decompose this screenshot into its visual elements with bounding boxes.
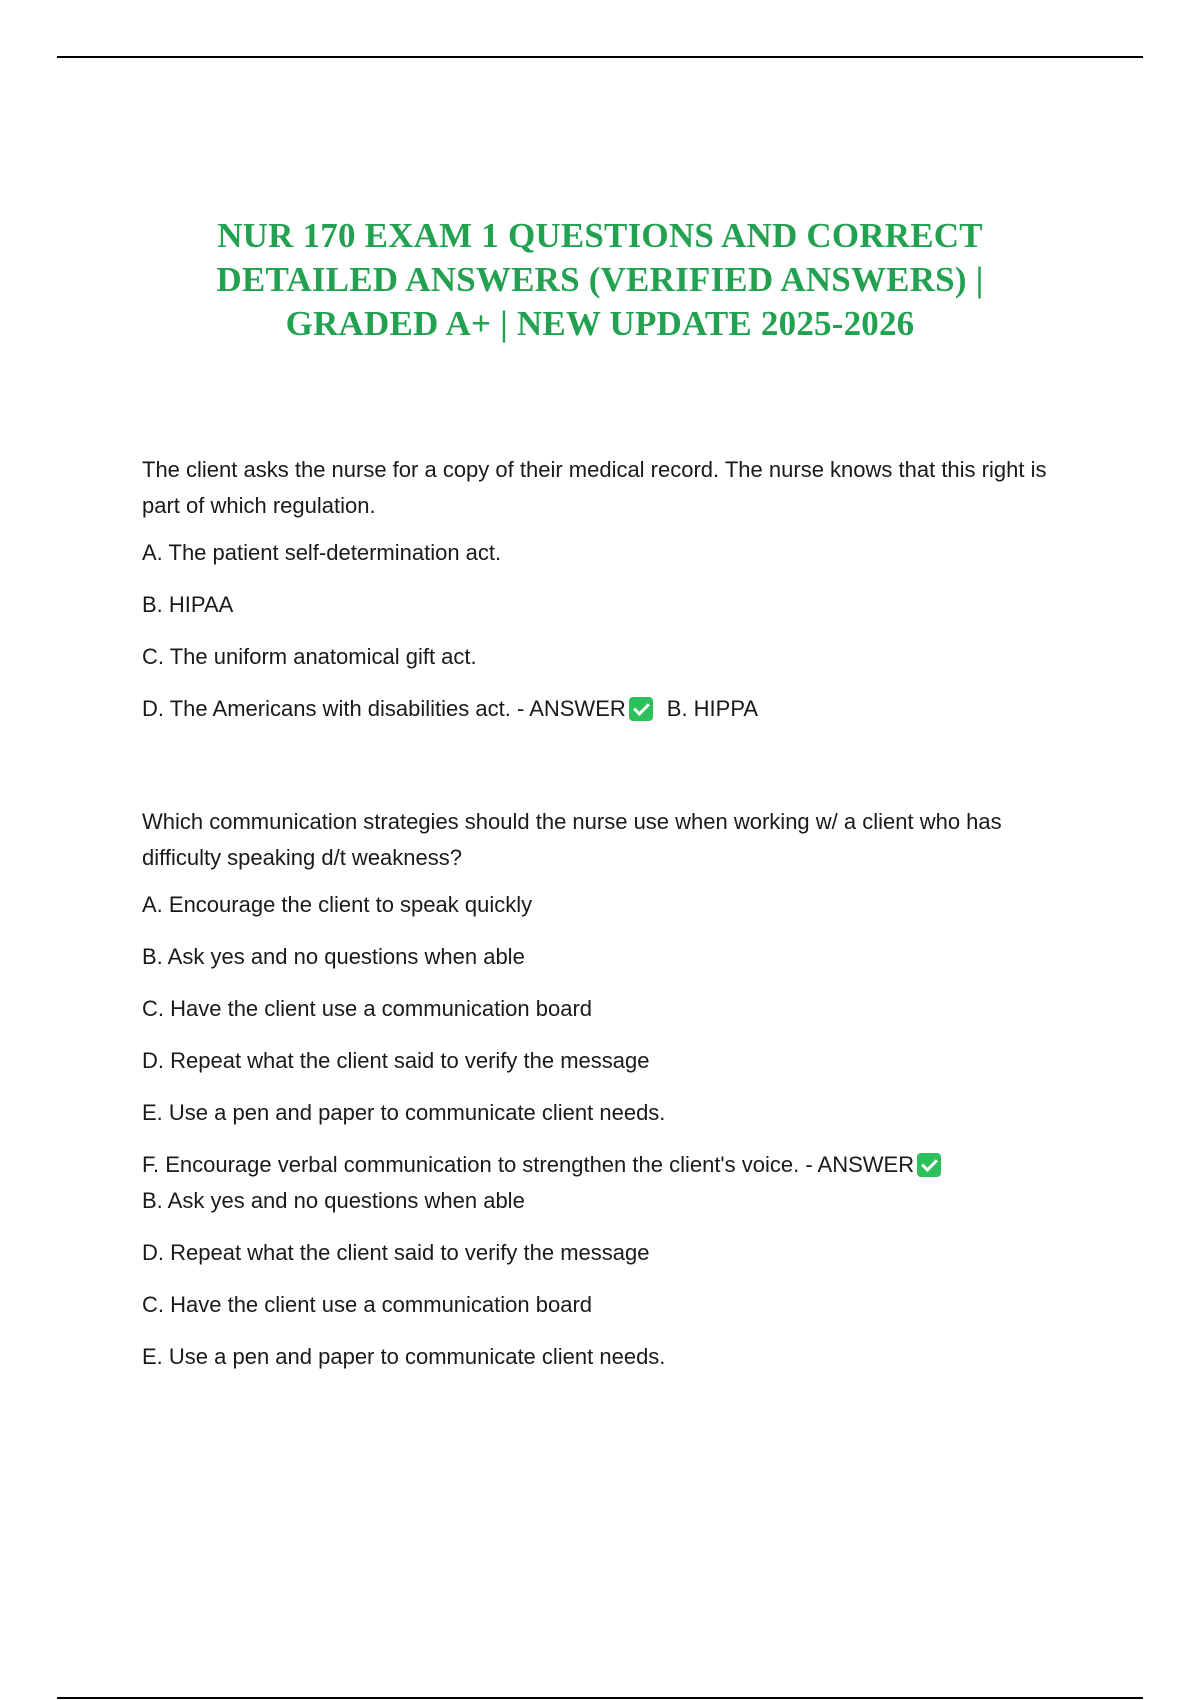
question-2-option-e: E. Use a pen and paper to communicate client needs. bbox=[142, 1100, 666, 1125]
question-1 bbox=[142, 452, 1062, 722]
question-2-answer-4: E. Use a pen and paper to communicate client needs. bbox=[142, 1344, 666, 1369]
title-line-2: DETAILED ANSWERS (VERIFIED ANSWERS) | bbox=[216, 260, 984, 299]
check-mark-icon bbox=[629, 697, 653, 721]
check-mark-icon bbox=[917, 1153, 941, 1177]
question-1-answer: B. HIPPA bbox=[666, 696, 759, 721]
question-1-option-d: D. The Americans with disabilities act. - ANSWER bbox=[142, 696, 626, 721]
question-2-answer-3: C. Have the client use a communication board bbox=[142, 1292, 593, 1317]
question-2-answer-2: D. Repeat what the client said to verify the message bbox=[142, 1240, 650, 1265]
question-2-answer-row bbox=[142, 1152, 1062, 1178]
question-2-option-d: D. Repeat what the client said to verify the message bbox=[142, 1048, 650, 1073]
question-1-option-b: B. HIPAA bbox=[142, 592, 234, 617]
question-2-stem: Which communication strategies should the nurse use when working w/ a client who has difficulty speaking d/t weakness? bbox=[142, 809, 1002, 870]
question-2-answers bbox=[142, 1188, 1062, 1370]
title-line-3: GRADED A+ | NEW UPDATE 2025-2026 bbox=[285, 304, 915, 343]
question-2-option-a: A. Encourage the client to speak quickly bbox=[142, 892, 533, 917]
bottom-divider bbox=[57, 1697, 1143, 1699]
question-1-stem: The client asks the nurse for a copy of their medical record. The nurse knows that this right is part of which regulation. bbox=[142, 457, 1047, 518]
top-divider bbox=[57, 56, 1143, 58]
document-title bbox=[100, 214, 1100, 346]
question-2-option-b: B. Ask yes and no questions when able bbox=[142, 944, 525, 969]
question-1-option-c: C. The uniform anatomical gift act. bbox=[142, 644, 477, 669]
question-2-option-f: F. Encourage verbal communication to strengthen the client's voice. - ANSWER bbox=[142, 1152, 915, 1177]
question-2-answer-1: B. Ask yes and no questions when able bbox=[142, 1188, 525, 1213]
question-2-option-c: C. Have the client use a communication board bbox=[142, 996, 593, 1021]
question-2 bbox=[142, 804, 1062, 1396]
question-1-option-a: A. The patient self-determination act. bbox=[142, 540, 502, 565]
question-1-answer-row bbox=[142, 696, 1062, 722]
title-line-1: NUR 170 EXAM 1 QUESTIONS AND CORRECT bbox=[217, 216, 983, 255]
